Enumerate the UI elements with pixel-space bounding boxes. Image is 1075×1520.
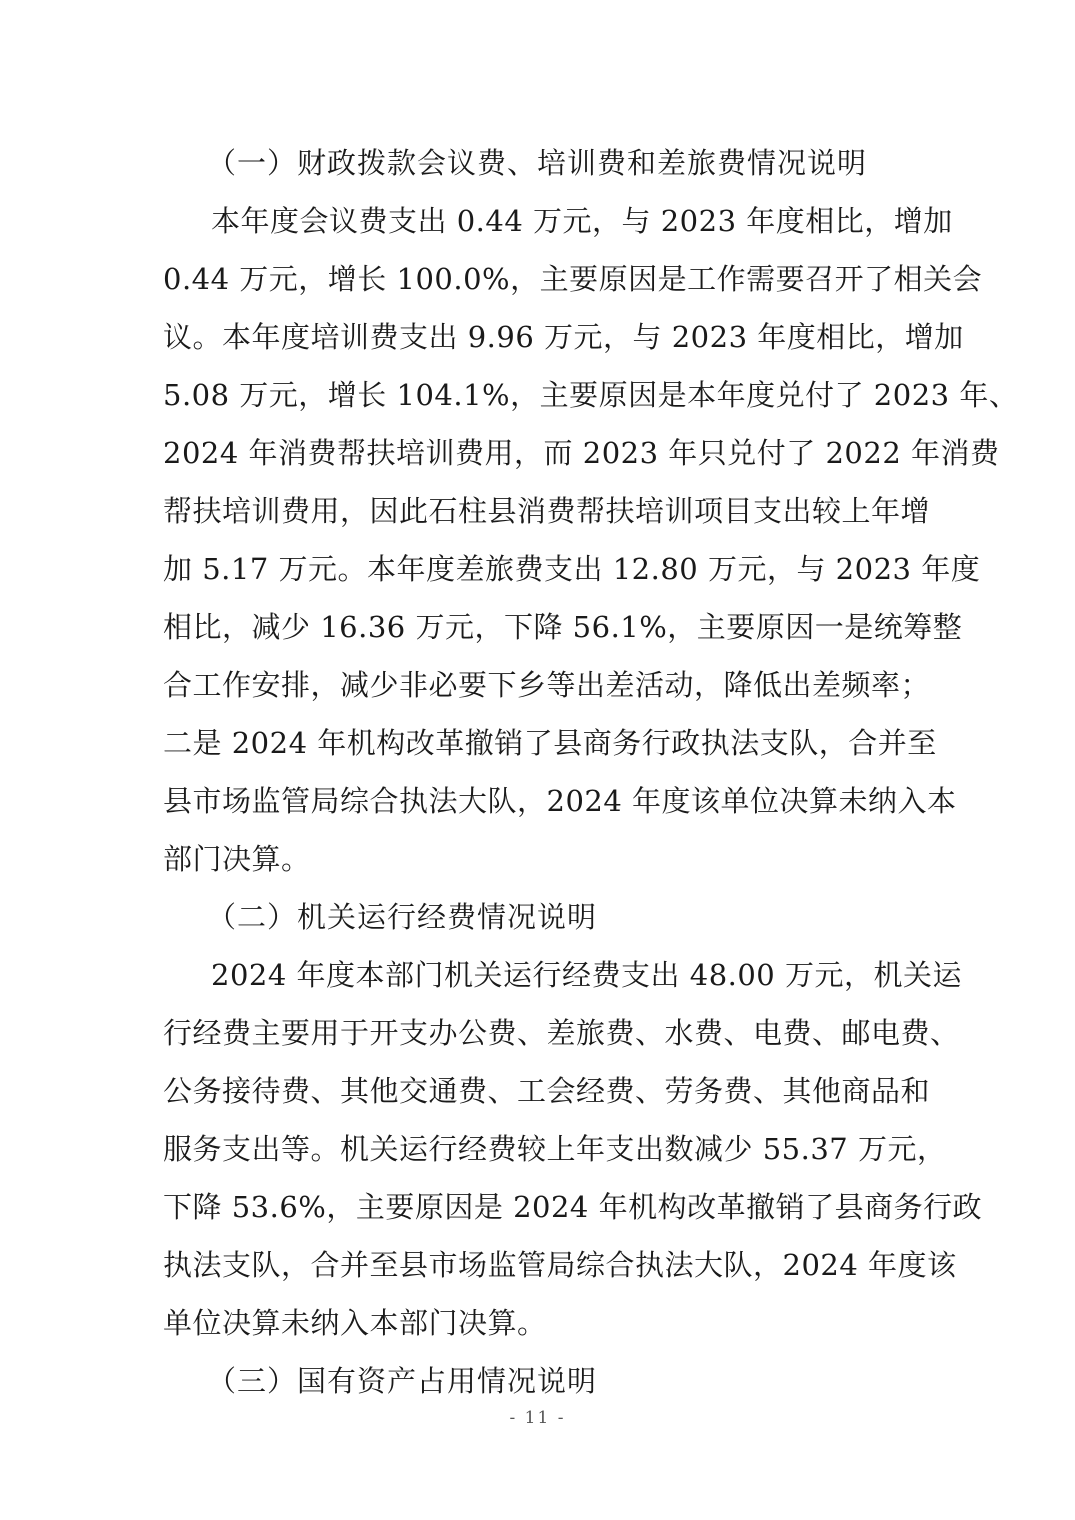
- text-line: 公务接待费、其他交通费、工会经费、劳务费、其他商品和: [163, 1074, 931, 1108]
- text-line: 2024 年消费帮扶培训费用，而 2023 年只兑付了 2022 年消费: [163, 436, 1000, 470]
- section-heading-1: （一）财政拨款会议费、培训费和差旅费情况说明: [207, 146, 868, 180]
- text-line: 执法支队，合并至县市场监管局综合执法大队，2024 年度该: [163, 1248, 957, 1282]
- document-body: [163, 134, 1019, 1410]
- text-line: 帮扶培训费用，因此石柱县消费帮扶培训项目支出较上年增: [163, 494, 931, 528]
- section-heading-2: （二）机关运行经费情况说明: [207, 900, 598, 934]
- text-line: 5.08 万元，增长 104.1%，主要原因是本年度兑付了 2023 年、: [163, 378, 1019, 412]
- section-heading-3: （三）国有资产占用情况说明: [207, 1364, 598, 1398]
- text-line: 0.44 万元，增长 100.0%，主要原因是工作需要召开了相关会: [163, 262, 983, 296]
- text-line: 部门决算。: [163, 842, 311, 876]
- text-line: 二是 2024 年机构改革撤销了县商务行政执法支队，合并至: [163, 726, 937, 760]
- text-line: 加 5.17 万元。本年度差旅费支出 12.80 万元，与 2023 年度: [163, 552, 981, 586]
- text-line: 服务支出等。机关运行经费较上年支出数减少 55.37 万元，: [163, 1132, 947, 1166]
- text-line: 议。本年度培训费支出 9.96 万元，与 2023 年度相比，增加: [163, 320, 964, 354]
- text-line: 相比，减少 16.36 万元，下降 56.1%，主要原因一是统筹整: [163, 610, 963, 644]
- paragraph-1: [163, 192, 1019, 888]
- text-line: 合工作安排，减少非必要下乡等出差活动，降低出差频率；: [163, 668, 931, 702]
- text-line: 下降 53.6%，主要原因是 2024 年机构改革撤销了县商务行政: [163, 1190, 983, 1224]
- page-number: - 11 -: [509, 1408, 566, 1428]
- paragraph-2: [163, 946, 983, 1352]
- text-line: 单位决算未纳入本部门决算。: [163, 1306, 547, 1340]
- text-line: 县市场监管局综合执法大队，2024 年度该单位决算未纳入本: [163, 784, 957, 818]
- text-line: 行经费主要用于开支办公费、差旅费、水费、电费、邮电费、: [163, 1016, 960, 1050]
- text-line: 2024 年度本部门机关运行经费支出 48.00 万元，机关运: [211, 958, 962, 992]
- text-line: 本年度会议费支出 0.44 万元，与 2023 年度相比，增加: [211, 204, 953, 238]
